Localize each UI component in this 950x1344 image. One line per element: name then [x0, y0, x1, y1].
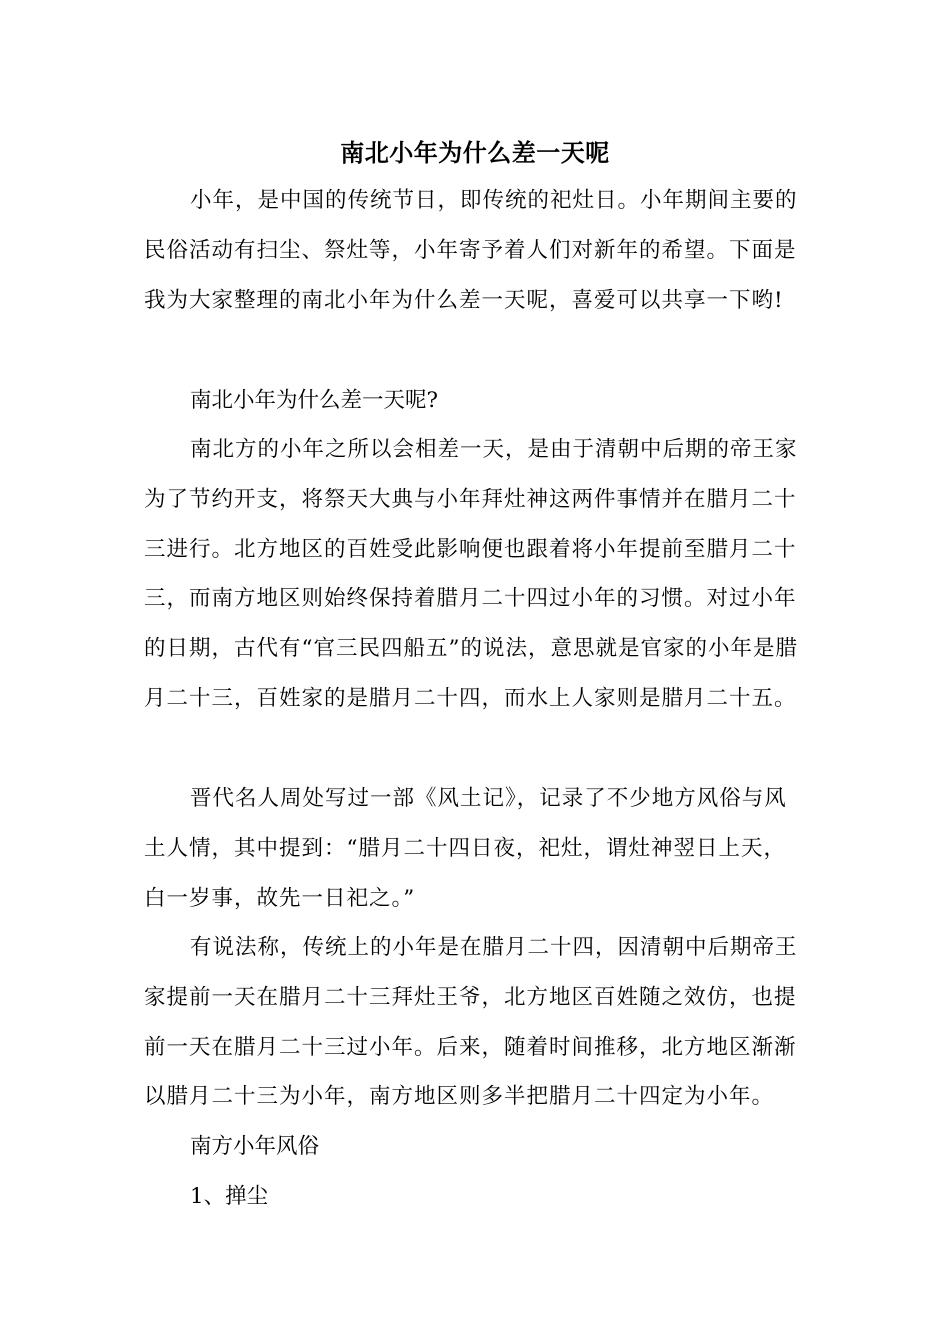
document-title: 南北小年为什么差一天呢 — [340, 138, 610, 167]
list-item-dust-sweeping: 1、掸尘 — [190, 1184, 269, 1209]
paragraph-explanation: 有说法称，传统上的小年是在腊月二十四，因清朝中后期帝王家提前一天在腊月二十三拜灶王爷，北方地区百姓随之效仿，也提前一天在腊月二十三过小年。后来，随着时间推移，北方地区渐渐以腊月二十三为小年，南方地区则多半把腊月二十四定为小年。 — [144, 935, 798, 1110]
section-heading-why: 南北小年为什么差一天呢? — [190, 388, 439, 413]
section-heading-south-customs: 南方小年风俗 — [190, 1134, 320, 1159]
intro-paragraph: 小年，是中国的传统节日，即传统的祀灶日。小年期间主要的民俗活动有扫尘、祭灶等，小年寄予着人们对新年的希望。下面是我为大家整理的南北小年为什么差一天呢，喜爱可以共享一下哟! — [144, 188, 798, 313]
paragraph-reason: 南北方的小年之所以会相差一天，是由于清朝中后期的帝王家为了节约开支，将祭天大典与小年拜灶神这两件事情并在腊月二十三进行。北方地区的百姓受此影响便也跟着将小年提前至腊月二十三，而南方地区则始终保持着腊月二十四过小年的习惯。对过小年的日期，古代有“官三民四船五”的说法，意思就是官家的小年是腊月二十三，百姓家的是腊月二十四，而水上人家则是腊月二十五。 — [144, 437, 798, 711]
paragraph-fengtuji: 晋代名人周处写过一部《风土记》，记录了不少地方风俗与风土人情，其中提到：“腊月二十四日夜，祀灶，谓灶神翌日上天，白一岁事，故先一日祀之。” — [144, 786, 787, 911]
